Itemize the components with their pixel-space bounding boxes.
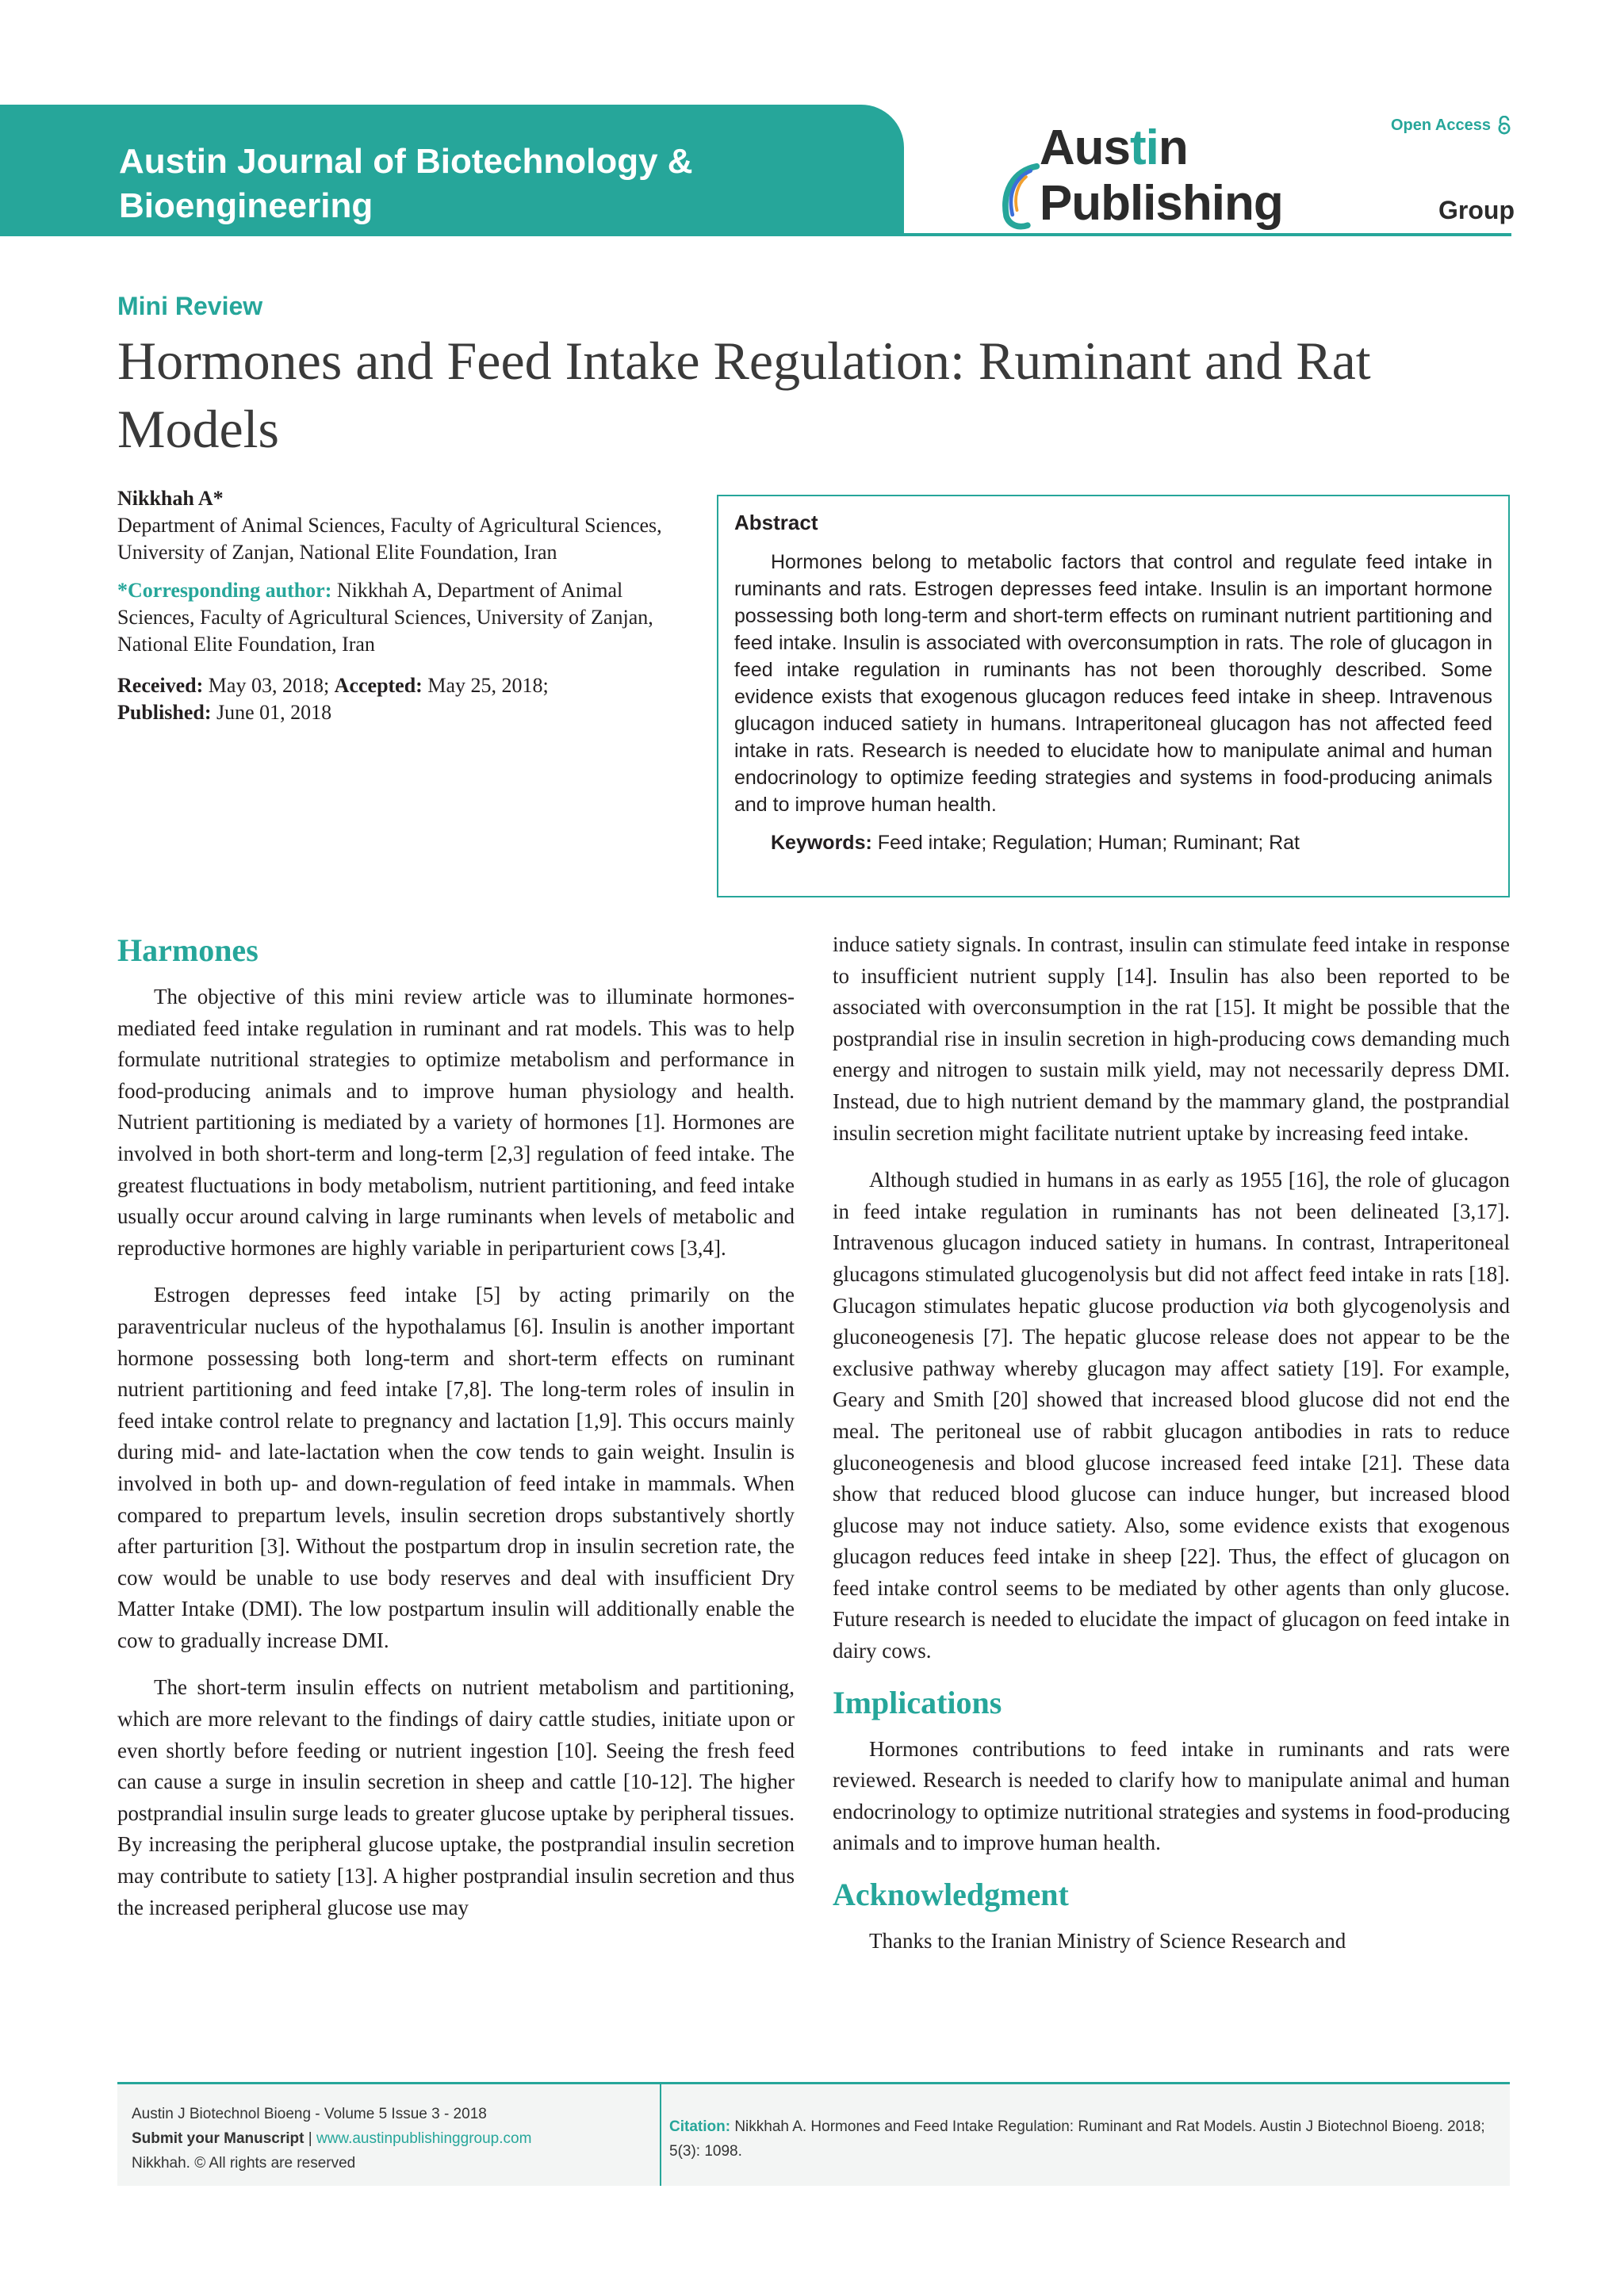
body-column-right: [833, 929, 1510, 1957]
section-heading-acknowledgment: Acknowledgment: [833, 1877, 1069, 1913]
corresponding-author: *Corresponding author: Nikkhah A, Department of Animal Sciences, Faculty of Agricultural Sciences, University of Zanjan, National Elite Foundation, Iran: [117, 579, 653, 656]
publisher-group: Group: [1438, 196, 1515, 224]
abstract-heading: Abstract: [734, 511, 818, 534]
section-heading-harmones: Harmones: [117, 932, 259, 968]
page-footer: [117, 2082, 1510, 2186]
body-paragraph: Although studied in humans in as early as 1955 [16], the role of glucagon in feed intake regulation in ruminants has not been delineated [3,17]. Intravenous glucagon induced satiety in humans. In contrast, Intraperitoneal glucagons stimulated glucogenolysis but did not affect feed intake in rats [18]. Glucagon stimulates hepatic glucose production via both glycogenolysis and gluconeogenesis [7]. The hepatic glucose release does not appear to be the exclusive pathway whereby glucagon may affect satiety [19]. For example, Geary and Smith [20] showed that increased blood glucose did not end the meal. The peritoneal use of rabbit glucagon antibodies in rats to reduce gluconeogenesis and blood glucose increased feed intake [21]. These data show that reduced blood glucose can induce hunger, but increased blood glucose may not induce satiety. Also, some evidence exists that exogenous glucagon reduces feed intake in sheep [22]. Thus, the effect of glucagon on feed intake control seems to be mediated by other agents than only glucose. Future research is needed to elucidate the impact of glucagon on feed intake in dairy cows.: [833, 1168, 1510, 1663]
footer-rights: Nikkhah. © All rights are reserved: [132, 2155, 356, 2172]
body-paragraph: The short-term insulin effects on nutrient metabolism and partitioning, which are more relevant to the findings of dairy cattle studies, initiate upon or even shortly before feeding or nutrient ingestion [10]. Seeing the fresh feed can cause a surge in insulin secretion in sheep and cattle [10-12]. The higher postprandial insulin surge leads to greater glucose uptake by peripheral tissues. By increasing the peripheral glucose uptake, the postprandial insulin secretion may contribute to satiety [13]. A higher postprandial insulin secretion and thus the increased peripheral glucose use may: [117, 1675, 795, 1919]
body-paragraph: Estrogen depresses feed intake [5] by acting primarily on the paraventricular nucleus of the hypothalamus [6]. Insulin is another important hormone possessing both long-term and short-term effects on ruminant nutrient partitioning and feed intake [7,8]. The long-term roles of insulin in feed intake control relate to pregnancy and lactation [1,9]. This occurs mainly during mid- and late-lactation when the cow tends to gain weight. Insulin is involved in both up- and down-regulation of feed intake in mammals. When compared to prepartum levels, insulin secretion drops substantively shortly after parturition [3]. Without the postpartum drop in insulin secretion rate, the cow would be unable to use body reserves and deal with insufficient Dry Matter Intake (DMI). The low postpartum insulin will additionally enable the cow to gradually increase DMI.: [117, 1283, 795, 1652]
body-paragraph: induce satiety signals. In contrast, insulin can stimulate feed intake in response to insufficient nutrient supply [14]. Insulin has also been reported to be associated with overconsumption in the rat [15]. It might be possible that the postprandial rise in insulin secretion in high-producing cows demanding much energy and nitrogen to sustain milk yield, may not necessarily depress DMI. Instead, due to high nutrient demand by the mammary gland, the postprandial insulin secretion might facilitate nutrient uptake by increasing feed intake.: [833, 932, 1510, 1145]
author-affiliation: Department of Animal Sciences, Faculty of Agricultural Sciences, University of Zanjan, National Elite Foundation, Iran: [117, 514, 662, 564]
body-paragraph: Thanks to the Iranian Ministry of Science Research and: [869, 1929, 1346, 1954]
journal-title: Austin Journal of Biotechnology & Bioengineering: [119, 142, 693, 225]
article-title: Hormones and Feed Intake Regulation: Ruminant and Rat Models: [117, 331, 1371, 459]
body-paragraph: Hormones contributions to feed intake in ruminants and rats were reviewed. Research is needed to clarify how to manipulate animal and human endocrinology to optimize nutritional strategies and systems in food-producing animals and to improve human health.: [833, 1736, 1510, 1855]
body-column-left: [117, 928, 795, 1923]
body-paragraph: The objective of this mini review article was to illuminate hormones-mediated feed intake regulation in ruminant and rat models. This was to help formulate nutritional strategies to optimize metabolism and performance in food-producing animals and to improve human physiology and health. Nutrient partitioning is mediated by a variety of hormones [1]. Hormones are involved in both short-term and long-term [2,3] regulation of feed intake. The greatest fluctuations in body metabolism, nutrient partitioning, and feed intake usually occur around calving in large ruminants when levels of metabolic and reproductive hormones are highly variable in periparturient cows [3,4].: [117, 985, 795, 1260]
publisher-name: Austin Publishing: [1039, 121, 1283, 231]
submit-link[interactable]: www.austinpublishinggroup.com: [316, 2130, 532, 2147]
author-info: [117, 485, 688, 726]
keywords: Keywords: Feed intake; Regulation; Human; Ruminant; Rat: [771, 832, 1300, 854]
footer-journal-line: Austin J Biotechnol Bioeng - Volume 5 Issue 3 - 2018: [132, 2106, 487, 2122]
open-lock-icon: [1497, 116, 1511, 135]
section-heading-implications: Implications: [833, 1684, 1002, 1720]
footer-journal-info: [132, 2102, 639, 2175]
footer-citation: Citation: Nikkhah A. Hormones and Feed Intake Regulation: Ruminant and Rat Models. Austin J Biotechnol Bioeng. 2018; 5(3): 1098.: [669, 2118, 1485, 2160]
article-dates: Received: May 03, 2018; Accepted: May 25, 2018; Published: June 01, 2018: [117, 674, 549, 724]
abstract-box: [717, 495, 1510, 897]
author-name: Nikkhah A*: [117, 487, 224, 510]
publisher-swoosh-icon: [991, 159, 1044, 232]
open-access-label: Open Access: [1391, 116, 1491, 134]
footer-divider: [660, 2084, 661, 2186]
article-type: Mini Review: [117, 292, 263, 320]
footer-submit: Submit your Manuscript | www.austinpublishinggroup.com: [132, 2130, 532, 2147]
abstract-text: Hormones belong to metabolic factors that control and regulate feed intake in ruminants and rats. Estrogen depresses feed intake. Insulin is an important hormone possessing both long-term and short-term effects on ruminant nutrient partitioning and feed intake. Insulin is associated with overconsumption in rats. The role of glucagon in feed intake regulation in ruminants has not been thoroughly described. Some evidence exists that exogenous glucagon reduces feed intake in sheep. Intravenous glucagon induced satiety in humans. Intraperitoneal glucagon has not affected feed intake in rats. Research is needed to elucidate how to manipulate animal and human endocrinology to optimize feeding strategies and systems in food-producing animals and to improve human health.: [734, 551, 1492, 816]
header-rule: [904, 233, 1511, 236]
